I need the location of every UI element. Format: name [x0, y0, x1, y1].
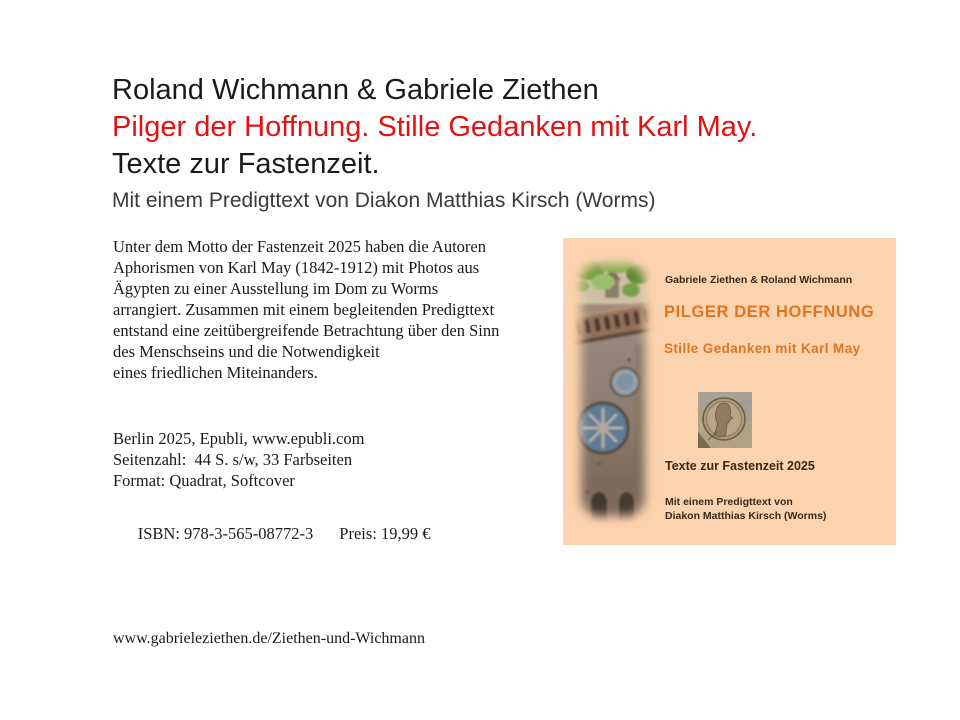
isbn-price-row [113, 502, 431, 565]
publication-details [113, 428, 431, 565]
cover-note-line: Mit einem Predigttext von [665, 496, 793, 508]
book-cover-image [563, 238, 896, 545]
website-url: www.gabrieleziethen.de/Ziethen-und-Wichmann [113, 630, 425, 647]
pages-line: Seitenzahl: 44 S. s/w, 33 Farbseiten [113, 450, 353, 469]
cover-authors-line: Gabriele Ziethen & Roland Wichmann [665, 274, 853, 286]
karl-may-medallion-image [698, 392, 752, 453]
description-paragraph [113, 236, 583, 383]
preface-note-line: Mit einem Predigttext von Diakon Matthias Kirsch (Worms) [112, 189, 656, 212]
isbn-value: ISBN: 978-3-565-08772-3 [137, 524, 314, 543]
format-line: Format: Quadrat, Softcover [113, 471, 295, 490]
description-line: Ägypten zu einer Ausstellung im Dom zu Worms [113, 279, 439, 298]
description-line: Aphorismen von Karl May (1842-1912) mit Photos aus [113, 258, 480, 277]
publisher-line: Berlin 2025, Epubli, www.epubli.com [113, 429, 365, 448]
cover-subtitle: Stille Gedanken mit Karl May [664, 341, 861, 356]
cover-title: PILGER DER HOFFNUNG [664, 303, 875, 321]
description-line: arrangiert. Zusammen mit einem begleitenden Predigttext [113, 300, 495, 319]
authors-line: Roland Wichmann & Gabriele Ziethen [112, 74, 599, 106]
description-line: des Menschseins und die Notwendigkeit [113, 342, 380, 361]
cover-preface-note [665, 496, 826, 523]
description-line: Unter dem Motto der Fastenzeit 2025 haben die Autoren [113, 237, 486, 256]
series-line: Texte zur Fastenzeit. [112, 148, 380, 180]
book-title-line: Pilger der Hoffnung. Stille Gedanken mit Karl May. [112, 111, 758, 143]
cover-note-line: Diakon Matthias Kirsch (Worms) [665, 509, 827, 522]
cathedral-tower-photo [569, 252, 657, 535]
cover-edition-line: Texte zur Fastenzeit 2025 [665, 459, 815, 473]
heading-block [112, 72, 757, 216]
price-value: Preis: 19,99 € [339, 524, 431, 543]
description-line: entstand eine zeitübergreifende Betrachtung über den Sinn [113, 321, 500, 340]
description-line: eines friedlichen Miteinanders. [113, 363, 318, 382]
